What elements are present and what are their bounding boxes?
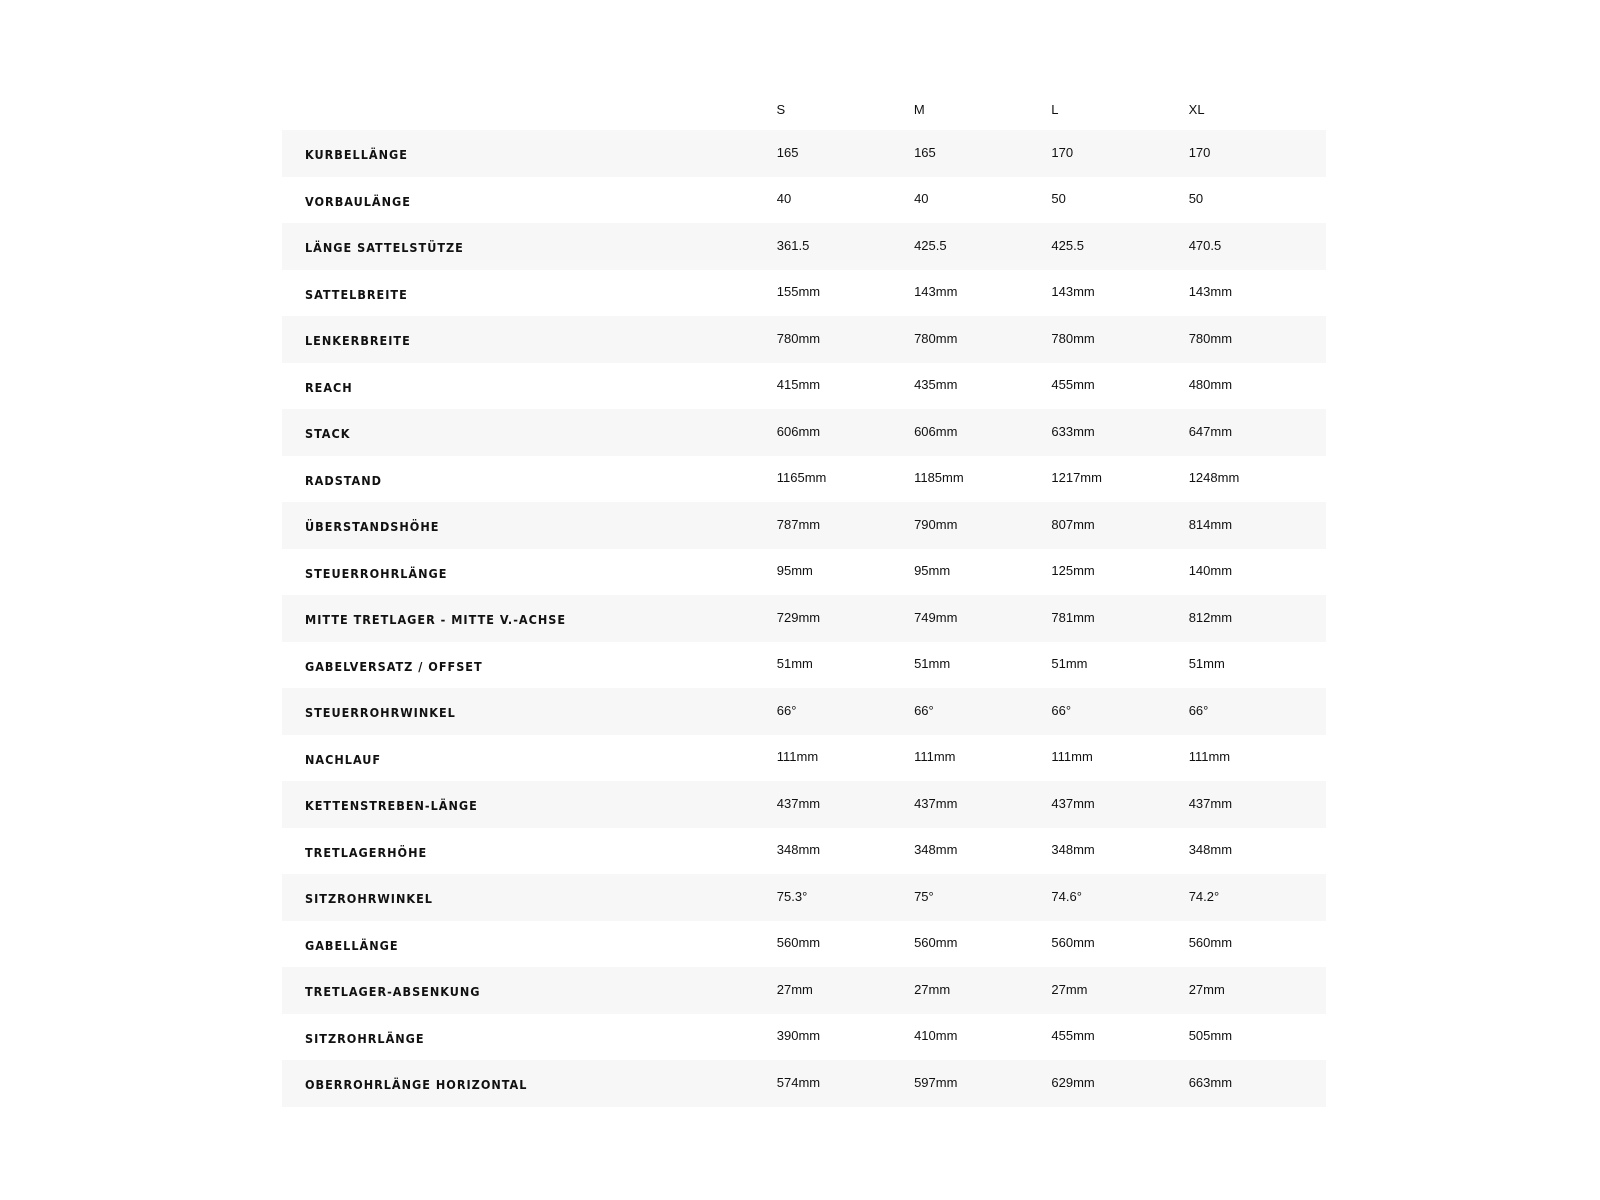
row-label: KETTENSTREBEN-LÄNGE [305,798,478,814]
column-header-s: S [776,101,786,117]
cell-value: 814mm [1188,516,1233,532]
cell-value: 111mm [914,749,956,765]
cell-value: 629mm [1051,1074,1095,1090]
cell-value: 780mm [914,330,958,346]
cell-value: 574mm [776,1074,821,1090]
cell-value: 597mm [914,1074,958,1090]
cell-value: 143mm [914,284,958,300]
row-label: VORBAULÄNGE [305,193,411,209]
cell-value: 606mm [776,423,821,439]
cell-value: 348mm [1188,842,1233,858]
cell-value: 51mm [1188,656,1225,672]
cell-value: 170 [1188,144,1211,160]
row-label: SITZROHRLÄNGE [305,1030,425,1046]
cell-value: 749mm [914,609,958,625]
table-row [282,967,1326,1014]
cell-value: 807mm [1051,516,1095,532]
cell-value: 560mm [776,935,821,951]
cell-value: 40 [914,191,929,207]
cell-value: 111mm [1051,749,1093,765]
cell-value: 480mm [1188,377,1233,393]
cell-value: 812mm [1188,609,1233,625]
table-row [282,223,1326,270]
cell-value: 1217mm [1051,470,1102,486]
cell-value: 143mm [1188,284,1233,300]
table-row [282,781,1326,828]
cell-value: 155mm [776,284,821,300]
cell-value: 787mm [776,516,821,532]
cell-value: 27mm [776,981,813,997]
cell-value: 455mm [1051,377,1095,393]
geometry-table [282,82,1326,1107]
cell-value: 437mm [776,795,821,811]
table-row [282,828,1326,875]
cell-value: 790mm [914,516,958,532]
row-label: STEUERROHRWINKEL [305,705,456,721]
row-label: LÄNGE SATTELSTÜTZE [305,240,464,256]
cell-value: 66° [914,702,934,718]
cell-value: 435mm [914,377,958,393]
cell-value: 74.2° [1188,888,1220,904]
row-label: KURBELLÄNGE [305,147,408,163]
cell-value: 455mm [1051,1028,1095,1044]
cell-value: 50 [1188,191,1204,207]
cell-value: 1185mm [914,470,964,486]
row-label: SITZROHRWINKEL [305,891,433,907]
column-header-m: M [913,101,925,117]
cell-value: 165 [914,144,936,160]
cell-value: 111mm [1188,749,1231,765]
table-row [282,409,1326,456]
table-row [282,874,1326,921]
cell-value: 437mm [1188,795,1233,811]
cell-value: 40 [776,191,792,207]
cell-value: 348mm [1051,842,1095,858]
row-label: ÜBERSTANDSHÖHE [305,519,440,535]
row-label: MITTE TRETLAGER - MITTE V.-ACHSE [305,612,567,628]
row-label: TRETLAGERHÖHE [305,844,428,860]
table-row [282,270,1326,317]
cell-value: 425.5 [1051,237,1084,253]
cell-value: 606mm [914,423,958,439]
cell-value: 415mm [776,377,821,393]
cell-value: 348mm [776,842,821,858]
table-row [282,177,1326,224]
cell-value: 780mm [776,330,821,346]
cell-value: 111mm [776,749,819,765]
column-header-l: L [1051,101,1059,117]
table-row [282,316,1326,363]
cell-value: 505mm [1188,1028,1233,1044]
table-row [282,1060,1326,1107]
cell-value: 780mm [1188,330,1233,346]
cell-value: 165 [776,144,799,160]
cell-value: 781mm [1051,609,1095,625]
table-row [282,595,1326,642]
cell-value: 560mm [1188,935,1233,951]
table-row [282,502,1326,549]
cell-value: 95mm [776,563,813,579]
cell-value: 647mm [1188,423,1233,439]
row-label: NACHLAUF [305,751,382,767]
row-label: REACH [305,379,353,395]
cell-value: 95mm [914,563,951,579]
table-row [282,642,1326,689]
cell-value: 170 [1051,144,1074,160]
cell-value: 663mm [1188,1074,1233,1090]
cell-value: 75.3° [776,888,808,904]
cell-value: 729mm [776,609,821,625]
table-row [282,456,1326,503]
cell-value: 27mm [914,981,951,997]
cell-value: 140mm [1188,563,1233,579]
table-row [282,549,1326,596]
cell-value: 75° [914,888,934,904]
cell-value: 410mm [914,1028,958,1044]
table-row [282,688,1326,735]
row-label: SATTELBREITE [305,286,408,302]
cell-value: 125mm [1051,563,1095,579]
cell-value: 1165mm [776,470,827,486]
cell-value: 66° [1051,702,1072,718]
cell-value: 50 [1051,191,1066,207]
cell-value: 27mm [1051,981,1088,997]
table-row [282,1014,1326,1061]
table-row [282,921,1326,968]
cell-value: 51mm [914,656,951,672]
cell-value: 560mm [1051,935,1095,951]
cell-value: 780mm [1051,330,1095,346]
cell-value: 348mm [914,842,958,858]
cell-value: 633mm [1051,423,1095,439]
cell-value: 143mm [1051,284,1095,300]
row-label: STEUERROHRLÄNGE [305,565,448,581]
table-header [282,82,1326,130]
cell-value: 425.5 [914,237,947,253]
table-row [282,130,1326,177]
row-label: TRETLAGER-ABSENKUNG [305,984,481,1000]
table-row [282,735,1326,782]
cell-value: 27mm [1188,981,1225,997]
cell-value: 74.6° [1051,888,1082,904]
row-label: STACK [305,426,351,442]
row-label: GABELVERSATZ / OFFSET [305,658,483,674]
row-label: LENKERBREITE [305,333,411,349]
cell-value: 470.5 [1188,237,1222,253]
cell-value: 437mm [1051,795,1095,811]
cell-value: 1248mm [1188,470,1240,486]
cell-value: 51mm [1051,656,1088,672]
cell-value: 560mm [914,935,958,951]
cell-value: 390mm [776,1028,821,1044]
row-label: GABELLÄNGE [305,937,399,953]
row-label: RADSTAND [305,472,382,488]
table-row [282,363,1326,410]
cell-value: 51mm [776,656,813,672]
cell-value: 66° [1188,702,1209,718]
column-header-xl: XL [1188,101,1205,117]
cell-value: 66° [776,702,797,718]
cell-value: 437mm [914,795,958,811]
row-label: OBERROHRLÄNGE HORIZONTAL [305,1077,528,1093]
cell-value: 361.5 [776,237,810,253]
table-body [282,130,1326,1107]
